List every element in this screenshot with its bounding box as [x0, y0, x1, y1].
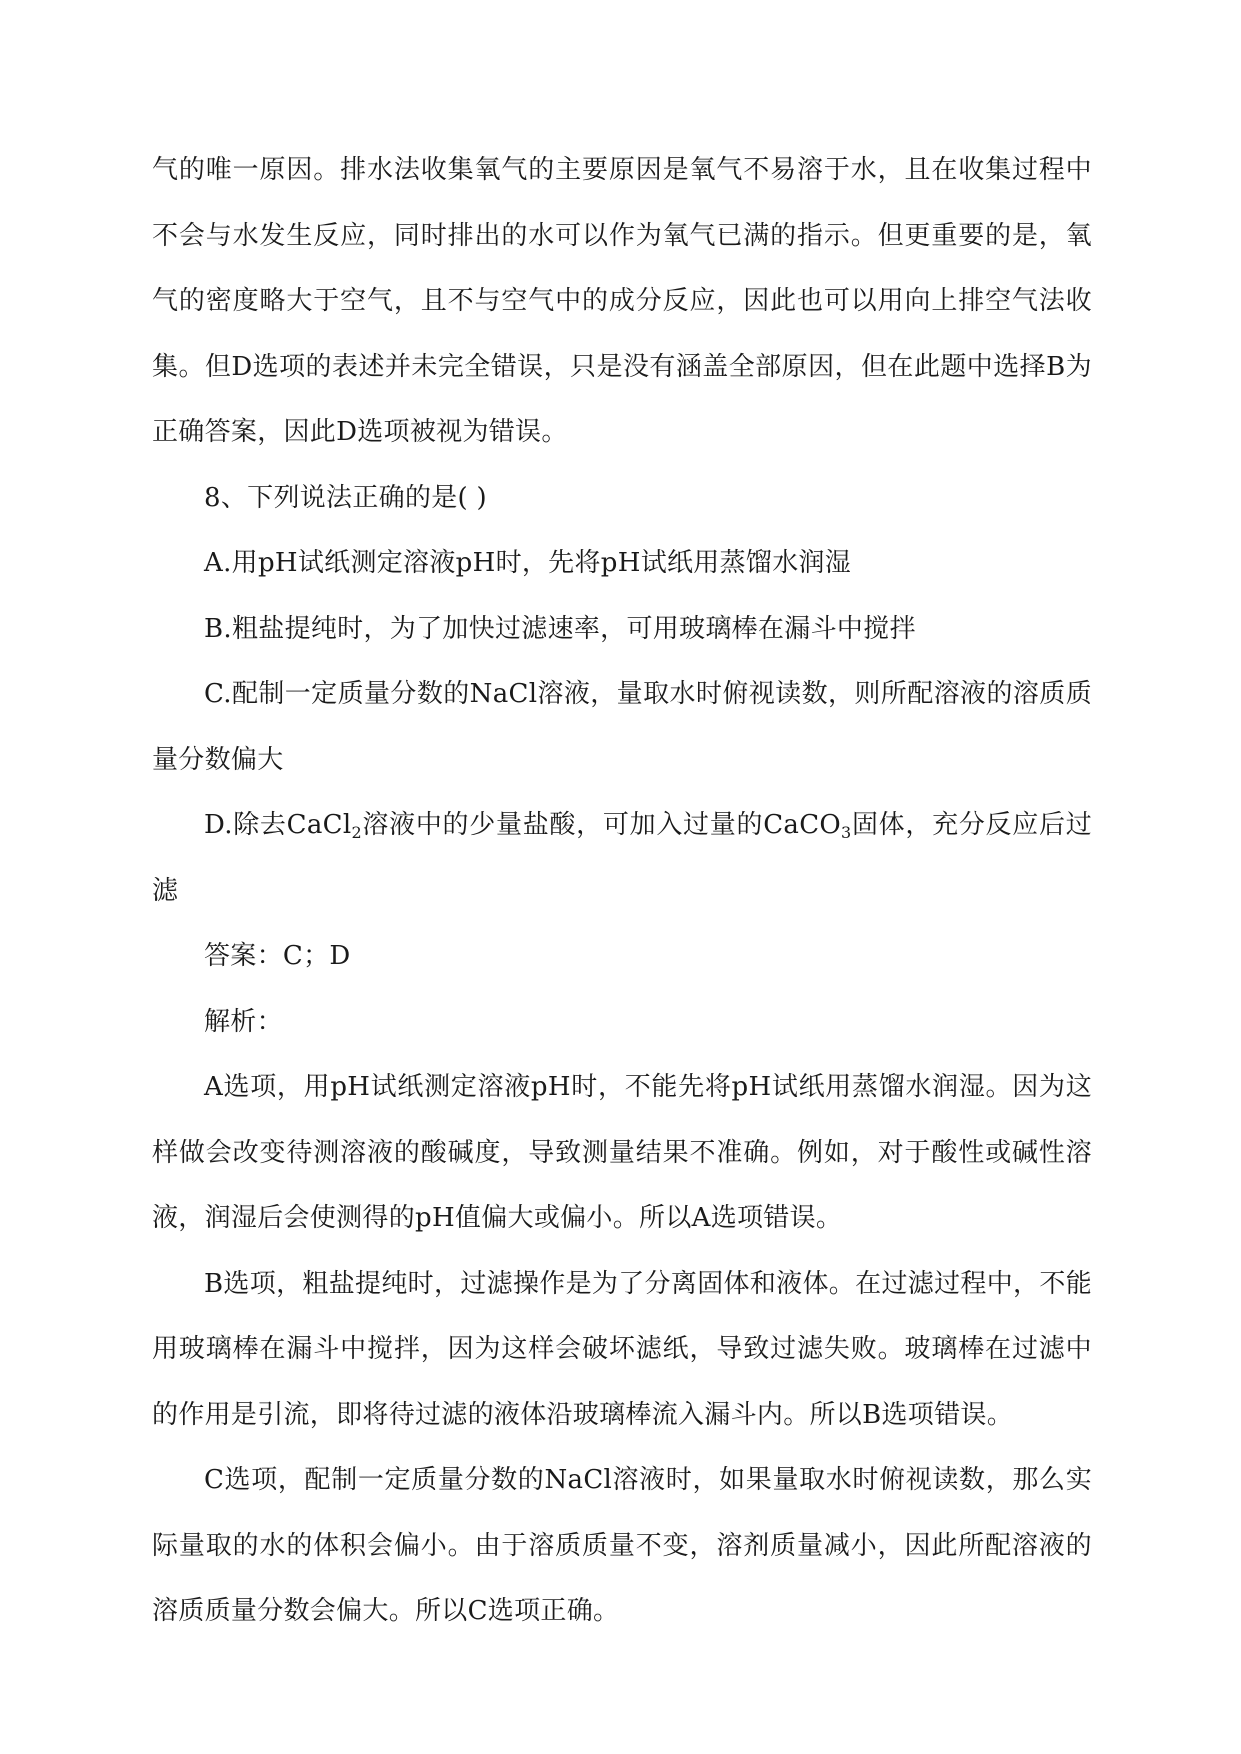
option-d-subscript-3: 3 — [841, 823, 852, 842]
analysis-option-b: B选项，粗盐提纯时，过滤操作是为了分离固体和液体。在过滤过程中，不能用玻璃棒在漏斗中搅拌，因为这样会破坏滤纸，导致过滤失败。玻璃棒在过滤中的作用是引流，即将待过滤的液体沿玻璃棒流入漏斗内。所以B选项错误。 — [152, 1268, 1092, 1430]
option-d-prefix: D.除去CaCl — [204, 810, 352, 840]
option-d — [152, 793, 1092, 924]
analysis-option-c: C选项，配制一定质量分数的NaCl溶液时，如果量取水时俯视读数，那么实际量取的水的体积会偏小。由于溶质质量不变，溶剂质量减小，因此所配溶液的溶质质量分数会偏大。所以C选项正确。 — [152, 1465, 1092, 1626]
analysis-label: 解析： — [204, 1006, 283, 1037]
option-b: B.粗盐提纯时，为了加快过滤速率，可用玻璃棒在漏斗中搅拌 — [204, 613, 916, 644]
option-d-suffix: 固体，充分反应后过滤 — [152, 810, 1093, 906]
document-page — [152, 138, 1092, 1645]
option-d-subscript-2: 2 — [351, 823, 362, 842]
intro-continuation-paragraph: 气的唯一原因。排水法收集氧气的主要原因是氧气不易溶于水，且在收集过程中不会与水发生反应，同时排出的水可以作为氧气已满的指示。但更重要的是，氧气的密度略大于空气，且不与空气中的成分反应，因此也可以用向上排空气法收集。但D选项的表述并未完全错误，只是没有涵盖全部原因，但在此题中选择B为正确答案，因此D选项被视为错误。 — [152, 155, 1092, 447]
answer-line: 答案：C；D — [204, 941, 351, 971]
analysis-option-a: A选项，用pH试纸测定溶液pH时，不能先将pH试纸用蒸馏水润湿。因为这样做会改变待测溶液的酸碱度，导致测量结果不准确。例如，对于酸性或碱性溶液，润湿后会使测得的pH值偏大或偏小。所以A选项错误。 — [152, 1072, 1092, 1233]
option-a: A.用pH试纸测定溶液pH时，先将pH试纸用蒸馏水润湿 — [204, 548, 852, 578]
question-8-stem: 8、下列说法正确的是( ) — [204, 482, 487, 513]
option-d-middle: 溶液中的少量盐酸，可加入过量的CaCO — [361, 810, 842, 840]
option-c: C.配制一定质量分数的NaCl溶液，量取水时俯视读数，则所配溶液的溶质质量分数偏大 — [152, 679, 1092, 775]
